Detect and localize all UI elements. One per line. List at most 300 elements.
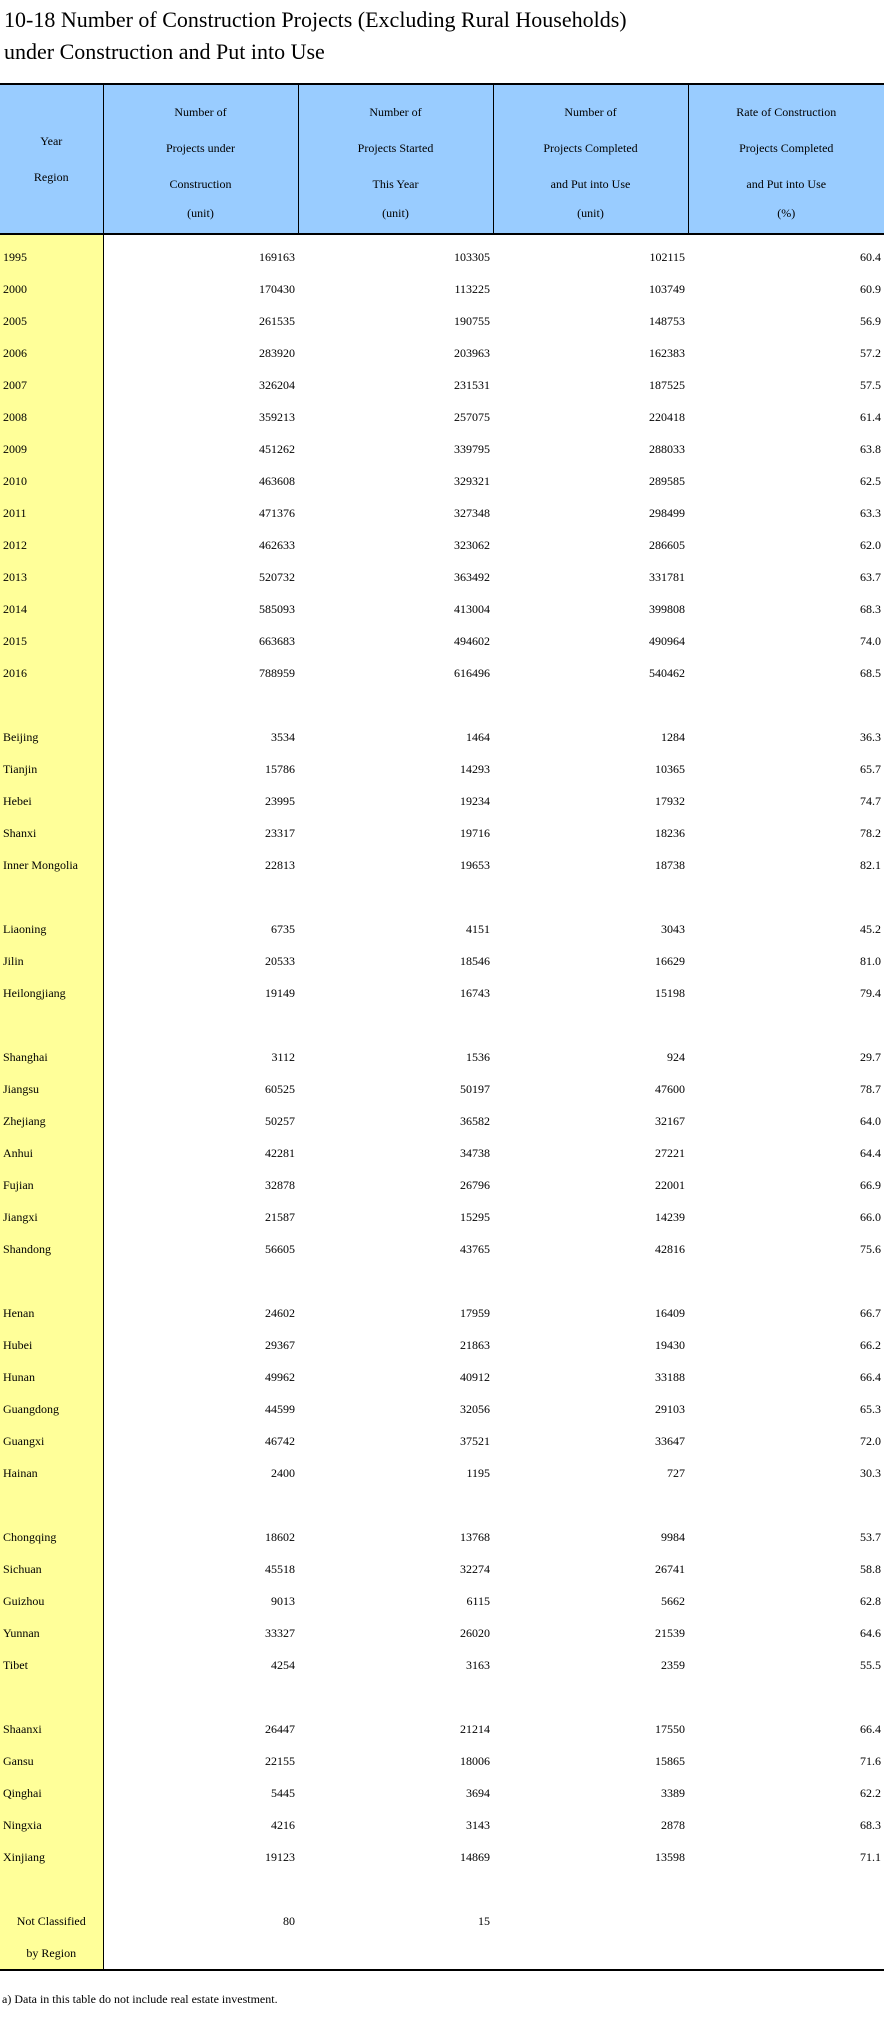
value-cell: 66.2 [860,1338,881,1352]
value-cell: 33327 [265,1626,295,1640]
row-label-cell: Ningxia [0,1809,103,1841]
empty-cell [298,1265,493,1297]
value-cell: 6115 [466,1594,490,1608]
value-cell: 62.2 [860,1786,881,1800]
value-cell: 220418 [649,410,685,424]
value-cell: 46742 [265,1434,295,1448]
value-cell: 45518 [265,1562,295,1576]
row-label-cell: 1995 [0,234,103,273]
row-label-cell: Zhejiang [0,1105,103,1137]
value-cell: 9013 [271,1594,295,1608]
table-row [0,657,884,689]
value-cell: 65.7 [860,762,881,776]
table-row [0,234,884,273]
value-cell: 17959 [460,1306,490,1320]
table-row [0,273,884,305]
value-cell: 78.7 [860,1082,881,1096]
value-cell: 14239 [655,1210,685,1224]
value-cell: 66.7 [860,1306,881,1320]
table-row [0,433,884,465]
table-row [0,1137,884,1169]
row-label-cell: Jiangsu [0,1073,103,1105]
value-cell: 2400 [271,1466,295,1480]
value-cell: 32167 [655,1114,685,1128]
value-cell: 21863 [460,1338,490,1352]
table-row [0,1073,884,1105]
header-text: Number of [174,105,227,119]
value-cell: 44599 [265,1402,295,1416]
table-row [0,913,884,945]
row-label-cell: Gansu [0,1745,103,1777]
value-cell: 6735 [271,922,295,936]
value-cell: 66.4 [860,1370,881,1384]
value-cell: 33647 [655,1434,685,1448]
value-cell: 1284 [661,730,685,744]
table-row [0,785,884,817]
value-cell: 399808 [649,602,685,616]
spacer-row [0,881,884,913]
value-cell: 68.5 [860,666,881,680]
value-cell: 26447 [265,1722,295,1736]
value-cell: 13768 [460,1530,490,1544]
value-cell: 14293 [460,762,490,776]
value-cell: 231531 [454,378,490,392]
value-cell: 45.2 [860,922,881,936]
table-row [0,369,884,401]
value-cell: 289585 [649,474,685,488]
row-label-cell: Qinghai [0,1777,103,1809]
value-cell: 5445 [271,1786,295,1800]
value-cell: 36582 [460,1114,490,1128]
header-text: (%) [777,206,796,220]
value-cell: 80 [103,1905,298,1970]
value-cell: 68.3 [860,602,881,616]
value-cell: 359213 [259,410,295,424]
value-cell: 490964 [649,634,685,648]
value-cell: 21539 [655,1626,685,1640]
value-cell: 326204 [259,378,295,392]
value-cell: 463608 [259,474,295,488]
value-cell: 18602 [265,1530,295,1544]
value-cell: 16409 [655,1306,685,1320]
row-label-cell: Hebei [0,785,103,817]
value-cell: 16743 [460,986,490,1000]
empty-cell [688,689,884,721]
table-row [0,1713,884,1745]
spacer-row [0,1873,884,1905]
empty-cell [493,689,688,721]
value-cell: 66.9 [860,1178,881,1192]
row-label-cell: Tianjin [0,753,103,785]
header-under-construction [103,84,298,234]
value-cell: 20533 [265,954,295,968]
value-cell: 18546 [460,954,490,968]
title-line-1: 10-18 Number of Construction Projects (Excluding Rural Households) [4,7,627,32]
value-cell: 63.7 [860,570,881,584]
value-cell: 53.7 [860,1530,881,1544]
table-row [0,1233,884,1265]
table-row-not-classified [0,1905,884,1970]
spacer-row [0,1265,884,1297]
value-cell: 170430 [259,282,295,296]
value-cell: 30.3 [860,1466,881,1480]
table-row [0,1617,884,1649]
header-text: This Year [372,177,419,191]
table-row [0,817,884,849]
value-cell: 60.9 [860,282,881,296]
value-cell [493,1905,688,1970]
header-year-region [0,84,103,234]
value-cell: 22001 [655,1178,685,1192]
row-label-cell: Sichuan [0,1553,103,1585]
table-row [0,561,884,593]
value-cell: 56605 [265,1242,295,1256]
empty-cell [0,1265,103,1297]
row-label-cell: Shaanxi [0,1713,103,1745]
value-cell: 37521 [460,1434,490,1448]
empty-cell [298,689,493,721]
value-cell: 1536 [466,1050,490,1064]
table-row [0,721,884,753]
value-cell: 283920 [259,346,295,360]
table-row [0,1457,884,1489]
row-label-cell: Fujian [0,1169,103,1201]
value-cell: 63.3 [860,506,881,520]
row-label-cell: Hunan [0,1361,103,1393]
empty-cell [298,1489,493,1521]
value-cell: 26020 [460,1626,490,1640]
construction-projects-table [0,83,884,1971]
value-cell: 169163 [259,250,295,264]
table-row [0,593,884,625]
value-cell: 24602 [265,1306,295,1320]
value-cell: 727 [667,1466,685,1480]
row-label-cell: 2000 [0,273,103,305]
value-cell: 15198 [655,986,685,1000]
value-cell: 68.3 [860,1818,881,1832]
value-cell: 494602 [454,634,490,648]
table-row [0,1297,884,1329]
header-text: Year [40,134,63,148]
value-cell: 26796 [460,1178,490,1192]
value-cell: 616496 [454,666,490,680]
header-started-this-year [298,84,493,234]
value-cell: 585093 [259,602,295,616]
value-cell: 60525 [265,1082,295,1096]
value-cell [688,1905,884,1970]
value-cell: 3534 [271,730,295,744]
row-label-cell: Henan [0,1297,103,1329]
value-cell: 10365 [655,762,685,776]
table-body [0,234,884,1970]
value-cell: 66.4 [860,1722,881,1736]
value-cell: 451262 [259,442,295,456]
empty-cell [493,1681,688,1713]
value-cell: 64.0 [860,1114,881,1128]
header-text: Projects Completed [543,141,638,155]
value-cell: 288033 [649,442,685,456]
row-label-cell: Jilin [0,945,103,977]
value-cell: 32056 [460,1402,490,1416]
value-cell: 17932 [655,794,685,808]
empty-cell [103,1489,298,1521]
value-cell: 298499 [649,506,685,520]
spacer-row [0,1681,884,1713]
value-cell: 329321 [454,474,490,488]
header-text: (unit) [382,206,409,220]
row-label-cell: Guangdong [0,1393,103,1425]
empty-cell [493,1009,688,1041]
header-completed [493,84,688,234]
row-label-cell: Hubei [0,1329,103,1361]
value-cell: 148753 [649,314,685,328]
data-table-container [0,83,884,1971]
value-cell: 63.8 [860,442,881,456]
value-cell: 257075 [454,410,490,424]
value-cell: 34738 [460,1146,490,1160]
empty-cell [103,881,298,913]
value-cell: 62.5 [860,474,881,488]
value-cell: 78.2 [860,826,881,840]
value-cell: 3143 [466,1818,490,1832]
empty-cell [0,689,103,721]
value-cell: 42816 [655,1242,685,1256]
empty-cell [298,1009,493,1041]
value-cell: 187525 [649,378,685,392]
empty-cell [688,1681,884,1713]
row-label-cell: Yunnan [0,1617,103,1649]
header-row [0,84,884,234]
value-cell: 3163 [466,1658,490,1672]
value-cell: 33188 [655,1370,685,1384]
row-label-cell: 2008 [0,401,103,433]
table-row [0,1777,884,1809]
value-cell: 71.1 [860,1850,881,1864]
spacer-row [0,689,884,721]
header-text: and Put into Use [550,177,631,191]
value-cell: 49962 [265,1370,295,1384]
value-cell: 18738 [655,858,685,872]
value-cell: 413004 [454,602,490,616]
value-cell: 62.8 [860,1594,881,1608]
value-cell: 2359 [661,1658,685,1672]
row-label-cell: Guizhou [0,1585,103,1617]
row-label-cell: Anhui [0,1137,103,1169]
row-label-cell: 2016 [0,657,103,689]
value-cell: 9984 [661,1530,685,1544]
row-label-cell: Shandong [0,1233,103,1265]
row-label-line: by Region [26,1946,77,1960]
value-cell: 2878 [661,1818,685,1832]
value-cell: 65.3 [860,1402,881,1416]
table-row [0,1585,884,1617]
value-cell: 102115 [649,250,685,264]
value-cell: 19149 [265,986,295,1000]
empty-cell [0,1681,103,1713]
empty-cell [493,1489,688,1521]
value-cell: 82.1 [860,858,881,872]
row-label-line: Not Classified [16,1914,86,1928]
value-cell: 4151 [466,922,490,936]
spacer-row [0,1489,884,1521]
value-cell: 103305 [454,250,490,264]
row-label-cell: Beijing [0,721,103,753]
table-row [0,1521,884,1553]
table-row [0,465,884,497]
value-cell: 40912 [460,1370,490,1384]
empty-cell [688,1873,884,1905]
row-label-cell: 2006 [0,337,103,369]
table-row [0,1649,884,1681]
row-label-cell: 2011 [0,497,103,529]
value-cell: 3043 [661,922,685,936]
header-text: Projects under [166,141,235,155]
empty-cell [103,1681,298,1713]
table-row [0,529,884,561]
table-row [0,1553,884,1585]
value-cell: 19430 [655,1338,685,1352]
row-label-cell: Jiangxi [0,1201,103,1233]
value-cell: 71.6 [860,1754,881,1768]
table-row [0,1169,884,1201]
value-cell: 26741 [655,1562,685,1576]
value-cell: 29103 [655,1402,685,1416]
table-row [0,625,884,657]
table-row [0,305,884,337]
empty-cell [493,881,688,913]
table-row [0,1841,884,1873]
value-cell: 60.4 [860,250,881,264]
value-cell: 19653 [460,858,490,872]
header-text: Number of [564,105,617,119]
row-label-cell: 2013 [0,561,103,593]
spacer-row [0,1009,884,1041]
table-row [0,1041,884,1073]
header-text: and Put into Use [746,177,827,191]
header-text: Number of [369,105,422,119]
table-row [0,401,884,433]
empty-cell [0,1009,103,1041]
value-cell: 74.7 [860,794,881,808]
row-label-cell: Heilongjiang [0,977,103,1009]
table-row [0,1329,884,1361]
table-row [0,1105,884,1137]
value-cell: 18006 [460,1754,490,1768]
value-cell: 788959 [259,666,295,680]
row-label-cell: Inner Mongolia [0,849,103,881]
value-cell: 79.4 [860,986,881,1000]
value-cell: 23995 [265,794,295,808]
empty-cell [688,1265,884,1297]
row-label-cell: 2005 [0,305,103,337]
header-completion-rate [688,84,884,234]
value-cell: 32878 [265,1178,295,1192]
empty-cell [688,1489,884,1521]
row-label-cell: 2014 [0,593,103,625]
table-row [0,1201,884,1233]
row-label-cell: Liaoning [0,913,103,945]
value-cell: 17550 [655,1722,685,1736]
value-cell: 323062 [454,538,490,552]
empty-cell [103,1265,298,1297]
table-row [0,1809,884,1841]
table-row [0,1425,884,1457]
value-cell: 74.0 [860,634,881,648]
value-cell: 15 [298,1905,493,1970]
value-cell: 58.8 [860,1562,881,1576]
empty-cell [103,1009,298,1041]
table-row [0,977,884,1009]
value-cell: 50257 [265,1114,295,1128]
value-cell: 1464 [466,730,490,744]
row-label-cell: 2015 [0,625,103,657]
value-cell: 19234 [460,794,490,808]
value-cell: 19123 [265,1850,295,1864]
value-cell: 81.0 [860,954,881,968]
row-label-cell: 2009 [0,433,103,465]
header-text: Region [33,170,69,184]
empty-cell [0,881,103,913]
empty-cell [688,1009,884,1041]
value-cell: 4216 [271,1818,295,1832]
row-label-cell [0,1905,103,1970]
row-label-cell: 2007 [0,369,103,401]
empty-cell [298,1681,493,1713]
empty-cell [103,689,298,721]
table-row [0,1393,884,1425]
empty-cell [0,1873,103,1905]
value-cell: 4254 [271,1658,295,1672]
value-cell: 72.0 [860,1434,881,1448]
value-cell: 27221 [655,1146,685,1160]
row-label-cell: Hainan [0,1457,103,1489]
value-cell: 23317 [265,826,295,840]
header-text: (unit) [187,206,214,220]
empty-cell [493,1265,688,1297]
value-cell: 3112 [271,1050,295,1064]
value-cell: 3389 [661,1786,685,1800]
value-cell: 21214 [460,1722,490,1736]
value-cell: 261535 [259,314,295,328]
page-title [4,4,627,68]
value-cell: 61.4 [860,410,881,424]
row-label-cell: Chongqing [0,1521,103,1553]
table-row [0,497,884,529]
value-cell: 43765 [460,1242,490,1256]
value-cell: 75.6 [860,1242,881,1256]
header-text: Projects Completed [739,141,834,155]
value-cell: 924 [667,1050,685,1064]
row-label-cell: Guangxi [0,1425,103,1457]
title-line-2: under Construction and Put into Use [4,39,325,64]
row-label-cell: Shanghai [0,1041,103,1073]
value-cell: 32274 [460,1562,490,1576]
value-cell: 16629 [655,954,685,968]
value-cell: 5662 [661,1594,685,1608]
table-row [0,1745,884,1777]
empty-cell [688,881,884,913]
row-label-cell: Shanxi [0,817,103,849]
empty-cell [493,1873,688,1905]
value-cell: 13598 [655,1850,685,1864]
value-cell: 15295 [460,1210,490,1224]
table-row [0,849,884,881]
value-cell: 339795 [454,442,490,456]
value-cell: 540462 [649,666,685,680]
table-row [0,337,884,369]
header-text: Projects Started [357,141,434,155]
table-row [0,1361,884,1393]
